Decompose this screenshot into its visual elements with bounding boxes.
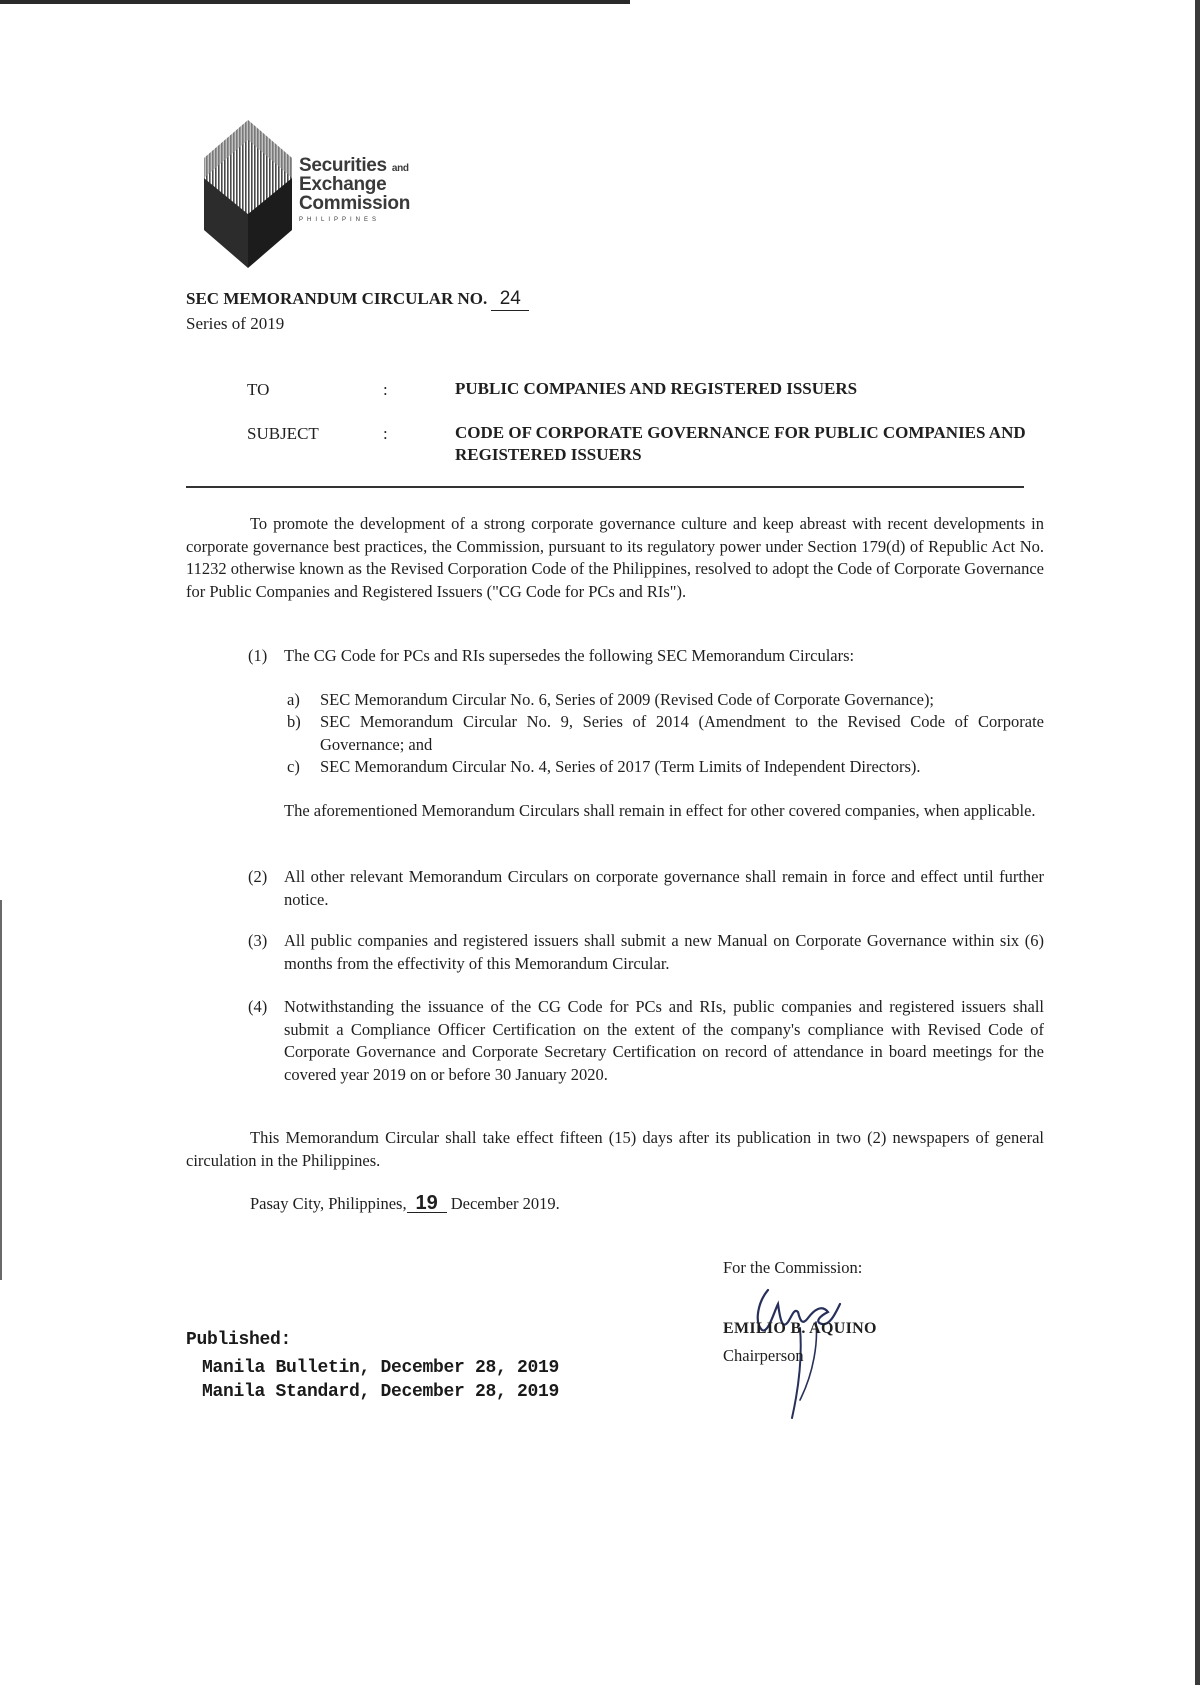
- list-item-2-text: All other relevant Memorandum Circulars on corporate governance shall remain in force and effect until further notice.: [284, 867, 1044, 909]
- list-item-1: [248, 645, 1044, 668]
- list-item-4-number: (4): [248, 997, 268, 1016]
- published-entry-1: Manila Bulletin, December 28, 2019: [202, 1358, 560, 1378]
- scan-right-edge: [1195, 0, 1200, 1685]
- sub-item-a-letter: a): [287, 690, 300, 709]
- scan-left-mark: [0, 900, 2, 1280]
- published-entry-2: Manila Standard, December 28, 2019: [202, 1382, 560, 1402]
- subject-value: CODE OF CORPORATE GOVERNANCE FOR PUBLIC COMPANIES AND REGISTERED ISSUERS: [455, 423, 1026, 464]
- sub-item-c-letter: c): [287, 757, 300, 776]
- circular-number: 24: [491, 288, 529, 311]
- circular-heading: [186, 288, 529, 311]
- sub-item-b-letter: b): [287, 712, 301, 731]
- place-prefix: Pasay City, Philippines,: [250, 1194, 407, 1213]
- logo-line-philippines: PHILIPPINES: [299, 217, 381, 223]
- list-item-1-number: (1): [248, 646, 268, 665]
- header-divider: [186, 486, 1024, 488]
- place-and-date: [250, 1193, 950, 1216]
- sub-item-b: [287, 711, 1044, 756]
- to-label: TO: [247, 380, 270, 399]
- to-value: PUBLIC COMPANIES AND REGISTERED ISSUERS: [455, 379, 858, 398]
- remain-note: The aforementioned Memorandum Circulars shall remain in effect for other covered companies, when applicable.: [284, 801, 1036, 820]
- list-item-2: [248, 866, 1044, 911]
- place-day: 19: [407, 1194, 447, 1213]
- sec-logo-emblem-icon: [200, 118, 300, 268]
- list-item-1-text: The CG Code for PCs and RIs supersedes the following SEC Memorandum Circulars:: [284, 646, 855, 665]
- signatory-title: Chairperson: [723, 1346, 804, 1365]
- sub-item-a-text: SEC Memorandum Circular No. 6, Series of 2009 (Revised Code of Corporate Governance);: [320, 690, 935, 709]
- logo-line-commission: Commission: [299, 193, 411, 214]
- logo-line-exchange: Exchange: [299, 174, 387, 195]
- logo-line-securities: Securities: [299, 155, 387, 176]
- sub-item-c: [287, 756, 1044, 779]
- circular-series: Series of 2019: [186, 314, 285, 333]
- published-label: Published:: [186, 1330, 292, 1350]
- list-item-4-text: Notwithstanding the issuance of the CG Code for PCs and RIs, public companies and registered issuers shall submit a Compliance Officer Certification on the extent of the company's compliance with Revised Code of Corporate Governance and Corporate Secretary Certification on record of attendance in board meetings for the covered year 2019 on or before 30 January 2020.: [284, 997, 1044, 1084]
- place-suffix: December 2019.: [450, 1194, 560, 1213]
- scan-top-edge: [0, 0, 630, 4]
- signature-intro: For the Commission:: [723, 1258, 863, 1277]
- list-item-3: [248, 930, 1044, 975]
- list-item-2-number: (2): [248, 867, 268, 886]
- sub-item-c-text: SEC Memorandum Circular No. 4, Series of 2017 (Term Limits of Independent Directors).: [320, 757, 921, 776]
- subject-label: SUBJECT: [247, 424, 319, 443]
- to-colon: :: [383, 380, 388, 399]
- logo-line-and: and: [391, 163, 409, 174]
- sec-logo-wordmark: [299, 156, 410, 223]
- subject-colon: :: [383, 424, 388, 443]
- signatory-name: EMILIO B. AQUINO: [723, 1320, 877, 1337]
- sec-logo: [200, 118, 440, 268]
- list-item-4: [248, 996, 1044, 1086]
- effectivity-paragraph: This Memorandum Circular shall take effect fifteen (15) days after its publication in two (2) newspapers of general circulation in the Philippines.: [186, 1128, 1044, 1170]
- circular-title: SEC MEMORANDUM CIRCULAR NO.: [186, 289, 488, 308]
- intro-paragraph: To promote the development of a strong corporate governance culture and keep abreast with recent developments in corporate governance best practices, the Commission, pursuant to its regulatory power under Section 179(d) of Republic Act No. 11232 otherwise known as the Revised Corporation Code of the Philippines, resolved to adopt the Code of Corporate Governance for Public Companies and Registered Issuers ("CG Code for PCs and RIs").: [186, 514, 1044, 601]
- sub-item-b-text: SEC Memorandum Circular No. 9, Series of 2014 (Amendment to the Revised Code of Corporate Governance; and: [320, 712, 1044, 754]
- sub-item-a: [287, 689, 1044, 712]
- list-item-3-number: (3): [248, 931, 268, 950]
- list-item-3-text: All public companies and registered issuers shall submit a new Manual on Corporate Governance within six (6) months from the effectivity of this Memorandum Circular.: [284, 931, 1044, 973]
